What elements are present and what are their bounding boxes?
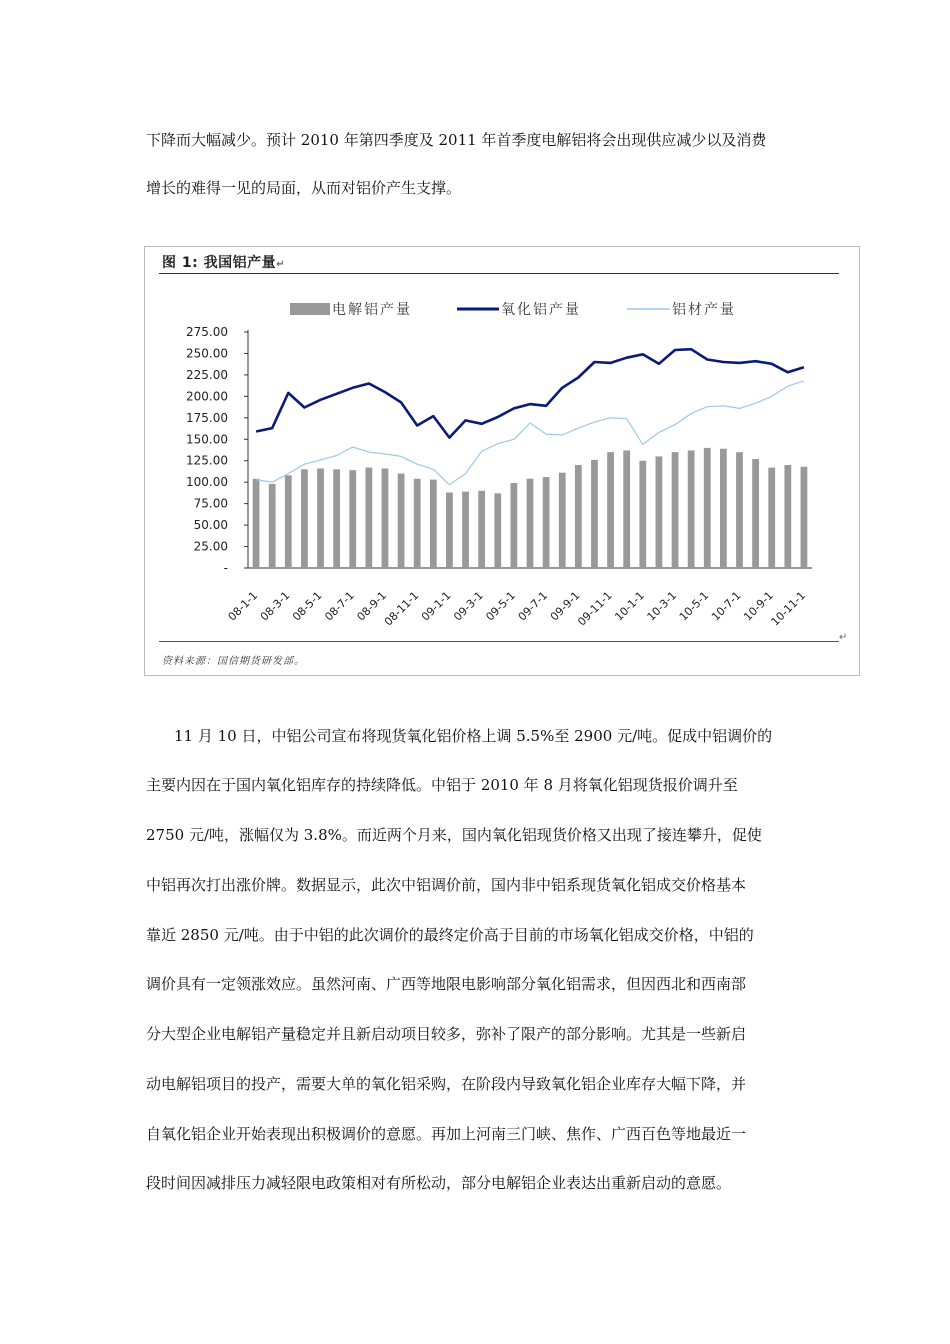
return-mark-icon: ↵ <box>276 259 285 270</box>
bar-electrolytic <box>527 479 534 568</box>
x-tick-label: 10-3-1 <box>644 588 680 624</box>
x-tick-label: 08-3-1 <box>257 588 293 624</box>
body-line-6: 调价具有一定领涨效应。虽然河南、广西等地限电影响部分氧化铝需求，但因西北和西南部 <box>146 975 747 993</box>
bar-electrolytic <box>575 465 582 568</box>
bar-electrolytic <box>752 459 759 568</box>
figure-source <box>162 652 305 667</box>
bar-electrolytic <box>543 477 550 568</box>
figure-title-text: 图 1: 我国铝产量 <box>162 255 277 271</box>
intro-line-1: 下降而大幅减少。预计 2010 年第四季度及 2011 年首季度电解铝将会出现供应减少以及消费 <box>146 131 767 149</box>
legend-swatch-electrolytic <box>290 303 330 315</box>
x-tick-label: 08-11-1 <box>381 588 422 629</box>
x-tick-label: 09-11-1 <box>575 588 615 629</box>
source-rule <box>159 641 839 642</box>
x-tick-label: 10-5-1 <box>676 588 712 624</box>
y-tick-label: 75.00 <box>193 496 228 511</box>
y-tick-label: 100.00 <box>186 475 228 490</box>
x-tick-label: 09-3-1 <box>451 588 486 624</box>
y-tick-label: 125.00 <box>186 453 228 468</box>
x-tick-label: 08-5-1 <box>290 588 325 624</box>
bar-electrolytic <box>333 469 340 568</box>
y-tick-label: 275.00 <box>186 325 228 339</box>
body-line-4: 中铝再次打出涨价牌。数据显示，此次中铝调价前，国内非中铝系现货氧化铝成交价格基本 <box>146 876 747 894</box>
figure-aluminum-output <box>144 246 860 676</box>
x-tick-label: 08-9-1 <box>354 588 390 624</box>
line-alumina <box>256 349 804 437</box>
body-line-2: 主要内因在于国内氧化铝库存的持续降低。中铝于 2010 年 8 月将氧化铝现货报价调升至 <box>146 776 738 794</box>
bar-electrolytic <box>559 473 566 568</box>
return-mark-icon: ↵ <box>839 632 848 643</box>
x-tick-label: 10-9-1 <box>741 588 776 624</box>
body-line-10: 段时间因减排压力减轻限电政策相对有所松动，部分电解铝企业表达出重新启动的意愿。 <box>146 1174 732 1192</box>
x-tick-label: 10-1-1 <box>612 588 647 624</box>
legend <box>290 301 736 318</box>
bar-electrolytic <box>349 470 356 568</box>
y-tick-label: 225.00 <box>186 367 228 382</box>
bar-electrolytic <box>704 448 711 568</box>
legend-label-electrolytic: 电解铝产量 <box>332 302 412 318</box>
bar-electrolytic <box>382 468 389 568</box>
x-tick-label: 09-9-1 <box>547 588 583 624</box>
bar-electrolytic <box>511 483 518 568</box>
bar-electrolytic <box>317 468 324 568</box>
bar-electrolytic <box>301 469 308 568</box>
body-line-5: 靠近 2850 元/吨。由于中铝的此次调价的最终定价高于目前的市场氧化铝成交价格，中铝的 <box>146 926 754 944</box>
body-line-1: 11 月 10 日，中铝公司宣布将现货氧化铝价格上调 5.5%至 2900 元/吨。促成中铝调价的 <box>174 727 773 745</box>
x-tick-label: 09-1-1 <box>418 588 454 624</box>
bar-electrolytic <box>478 491 485 568</box>
y-tick-label: 50.00 <box>193 518 228 533</box>
bar-electrolytic <box>736 452 743 568</box>
x-tick-label: 08-7-1 <box>322 588 357 624</box>
bar-electrolytic <box>672 452 679 568</box>
bar-electrolytic <box>801 467 808 568</box>
x-tick-label: 09-7-1 <box>515 588 551 624</box>
body-line-7: 分大型企业电解铝产量稳定并且新启动项目较多，弥补了限产的部分影响。尤其是一些新启 <box>146 1025 747 1043</box>
bar-electrolytic <box>623 450 630 568</box>
body-line-3: 2750 元/吨，涨幅仅为 3.8%。而近两个月来，国内氧化铝现货价格又出现了接连攀升，促使 <box>146 826 762 844</box>
intro-line-2: 增长的难得一见的局面，从而对铝价产生支撑。 <box>146 179 462 197</box>
aluminum-output-chart <box>145 247 861 677</box>
legend-label-product: 铝材产量 <box>672 302 736 318</box>
bar-electrolytic <box>430 480 437 568</box>
bar-electrolytic <box>398 474 405 568</box>
bar-electrolytic <box>639 461 646 568</box>
x-tick-label: 10-7-1 <box>709 588 744 624</box>
y-tick-label: 200.00 <box>186 389 228 404</box>
bar-electrolytic <box>269 484 276 568</box>
bar-electrolytic <box>784 465 791 568</box>
y-tick-label: 250.00 <box>186 346 228 361</box>
x-tick-label: 08-1-1 <box>225 588 261 624</box>
bar-electrolytic <box>414 479 421 568</box>
bar-electrolytic <box>688 450 695 568</box>
bar-electrolytic <box>656 456 663 568</box>
bar-electrolytic <box>720 449 727 568</box>
bar-electrolytic <box>365 468 372 568</box>
x-axis <box>226 568 812 628</box>
y-tick-label: 25.00 <box>193 539 228 554</box>
bar-electrolytic <box>607 452 614 568</box>
bar-electrolytic <box>446 492 453 568</box>
body-line-9: 自氧化铝企业开始表现出积极调价的意愿。再加上河南三门峡、焦作、广西百色等地最近一 <box>146 1125 747 1143</box>
bar-electrolytic <box>768 468 775 568</box>
bar-series-electrolytic <box>253 448 808 568</box>
bar-electrolytic <box>494 493 501 568</box>
figure-source-text: 资料来源：国信期货研发部。 <box>162 656 305 667</box>
y-tick-label: 150.00 <box>186 432 228 447</box>
legend-label-alumina: 氧化铝产量 <box>501 302 581 318</box>
bar-electrolytic <box>285 475 292 568</box>
bar-electrolytic <box>462 492 469 568</box>
bar-electrolytic <box>253 479 260 568</box>
y-tick-label: 175.00 <box>186 410 228 425</box>
x-tick-label: 09-5-1 <box>483 588 519 624</box>
y-tick-label: - <box>223 561 228 575</box>
body-line-8: 动电解铝项目的投产，需要大单的氧化铝采购，在阶段内导致氧化铝企业库存大幅下降，并 <box>146 1075 747 1093</box>
y-axis <box>186 325 248 575</box>
x-tick-label: 10-11-1 <box>768 588 809 629</box>
bar-electrolytic <box>591 460 598 568</box>
